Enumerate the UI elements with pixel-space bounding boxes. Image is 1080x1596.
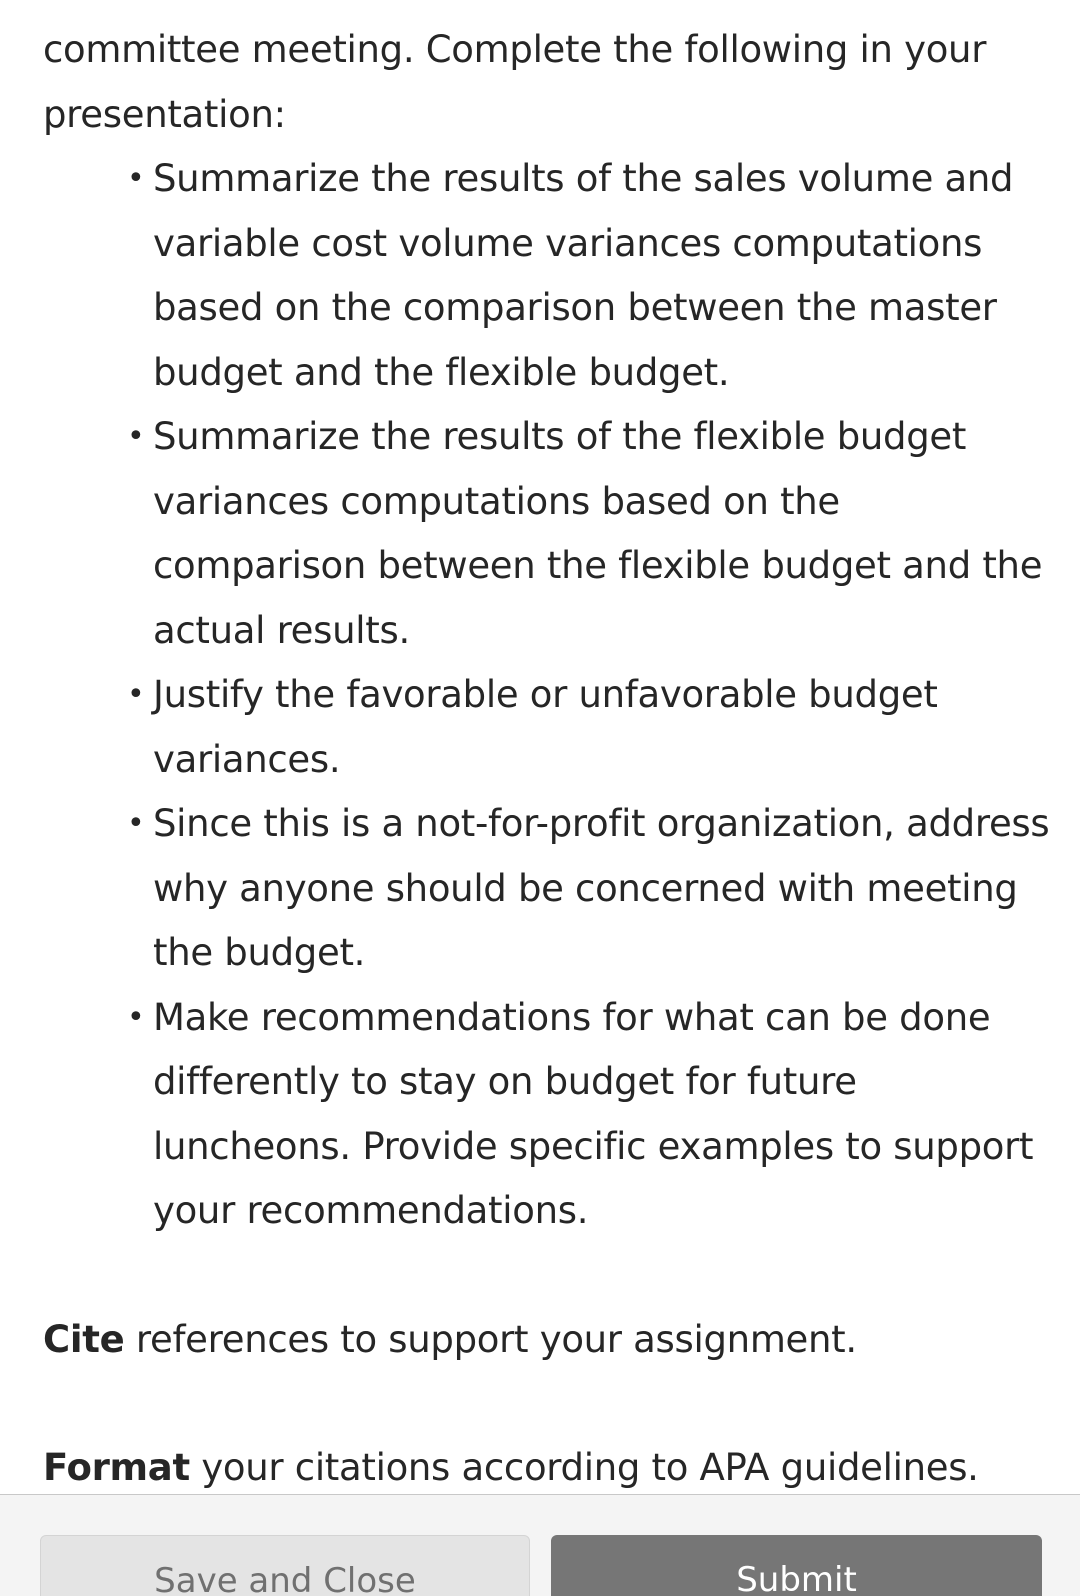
- bullet-icon: •: [127, 419, 145, 454]
- format-instruction: [43, 1436, 1053, 1494]
- list-item: [127, 663, 1053, 792]
- partial-text-line: [43, 0, 1053, 18]
- assignment-body: [43, 0, 1053, 1494]
- bullet-icon: •: [127, 806, 145, 841]
- list-item: [127, 147, 1053, 405]
- task-list: [43, 147, 1053, 1244]
- task-text: Justify the favorable or unfavorable budget variances.: [153, 673, 938, 781]
- task-text: Since this is a not-for-profit organization, address why anyone should be concerned with meeting the budget.: [153, 802, 1050, 974]
- task-text: Summarize the results of the sales volume and variable cost volume variances computations based on the comparison between the master budget and the flexible budget.: [153, 157, 1014, 394]
- submit-button[interactable]: Submit: [551, 1535, 1042, 1596]
- cite-instruction: [43, 1308, 1053, 1373]
- format-bold: Format: [43, 1446, 190, 1489]
- task-text: Summarize the results of the flexible budget variances computations based on the comparison between the flexible budget and the actual results.: [153, 415, 1043, 652]
- save-and-close-button[interactable]: Save and Close: [40, 1535, 530, 1596]
- intro-line-1: committee meeting. Complete the following in your: [43, 28, 987, 71]
- list-item: [127, 405, 1053, 663]
- intro-paragraph: [43, 18, 1053, 147]
- list-item: [127, 986, 1053, 1244]
- bullet-icon: •: [127, 161, 145, 196]
- task-text: Make recommendations for what can be done differently to stay on budget for future luncheons. Provide specific examples to support your recommendations.: [153, 995, 1034, 1232]
- list-item: [127, 792, 1053, 986]
- intro-line-2: presentation:: [43, 92, 286, 136]
- bullet-icon: •: [127, 999, 145, 1035]
- bullet-icon: •: [127, 677, 145, 712]
- format-text: your citations according to APA guidelines.: [189, 1446, 979, 1489]
- cite-text: references to support your assignment.: [124, 1317, 857, 1361]
- action-footer: [0, 1494, 1080, 1596]
- cite-bold: Cite: [43, 1317, 125, 1361]
